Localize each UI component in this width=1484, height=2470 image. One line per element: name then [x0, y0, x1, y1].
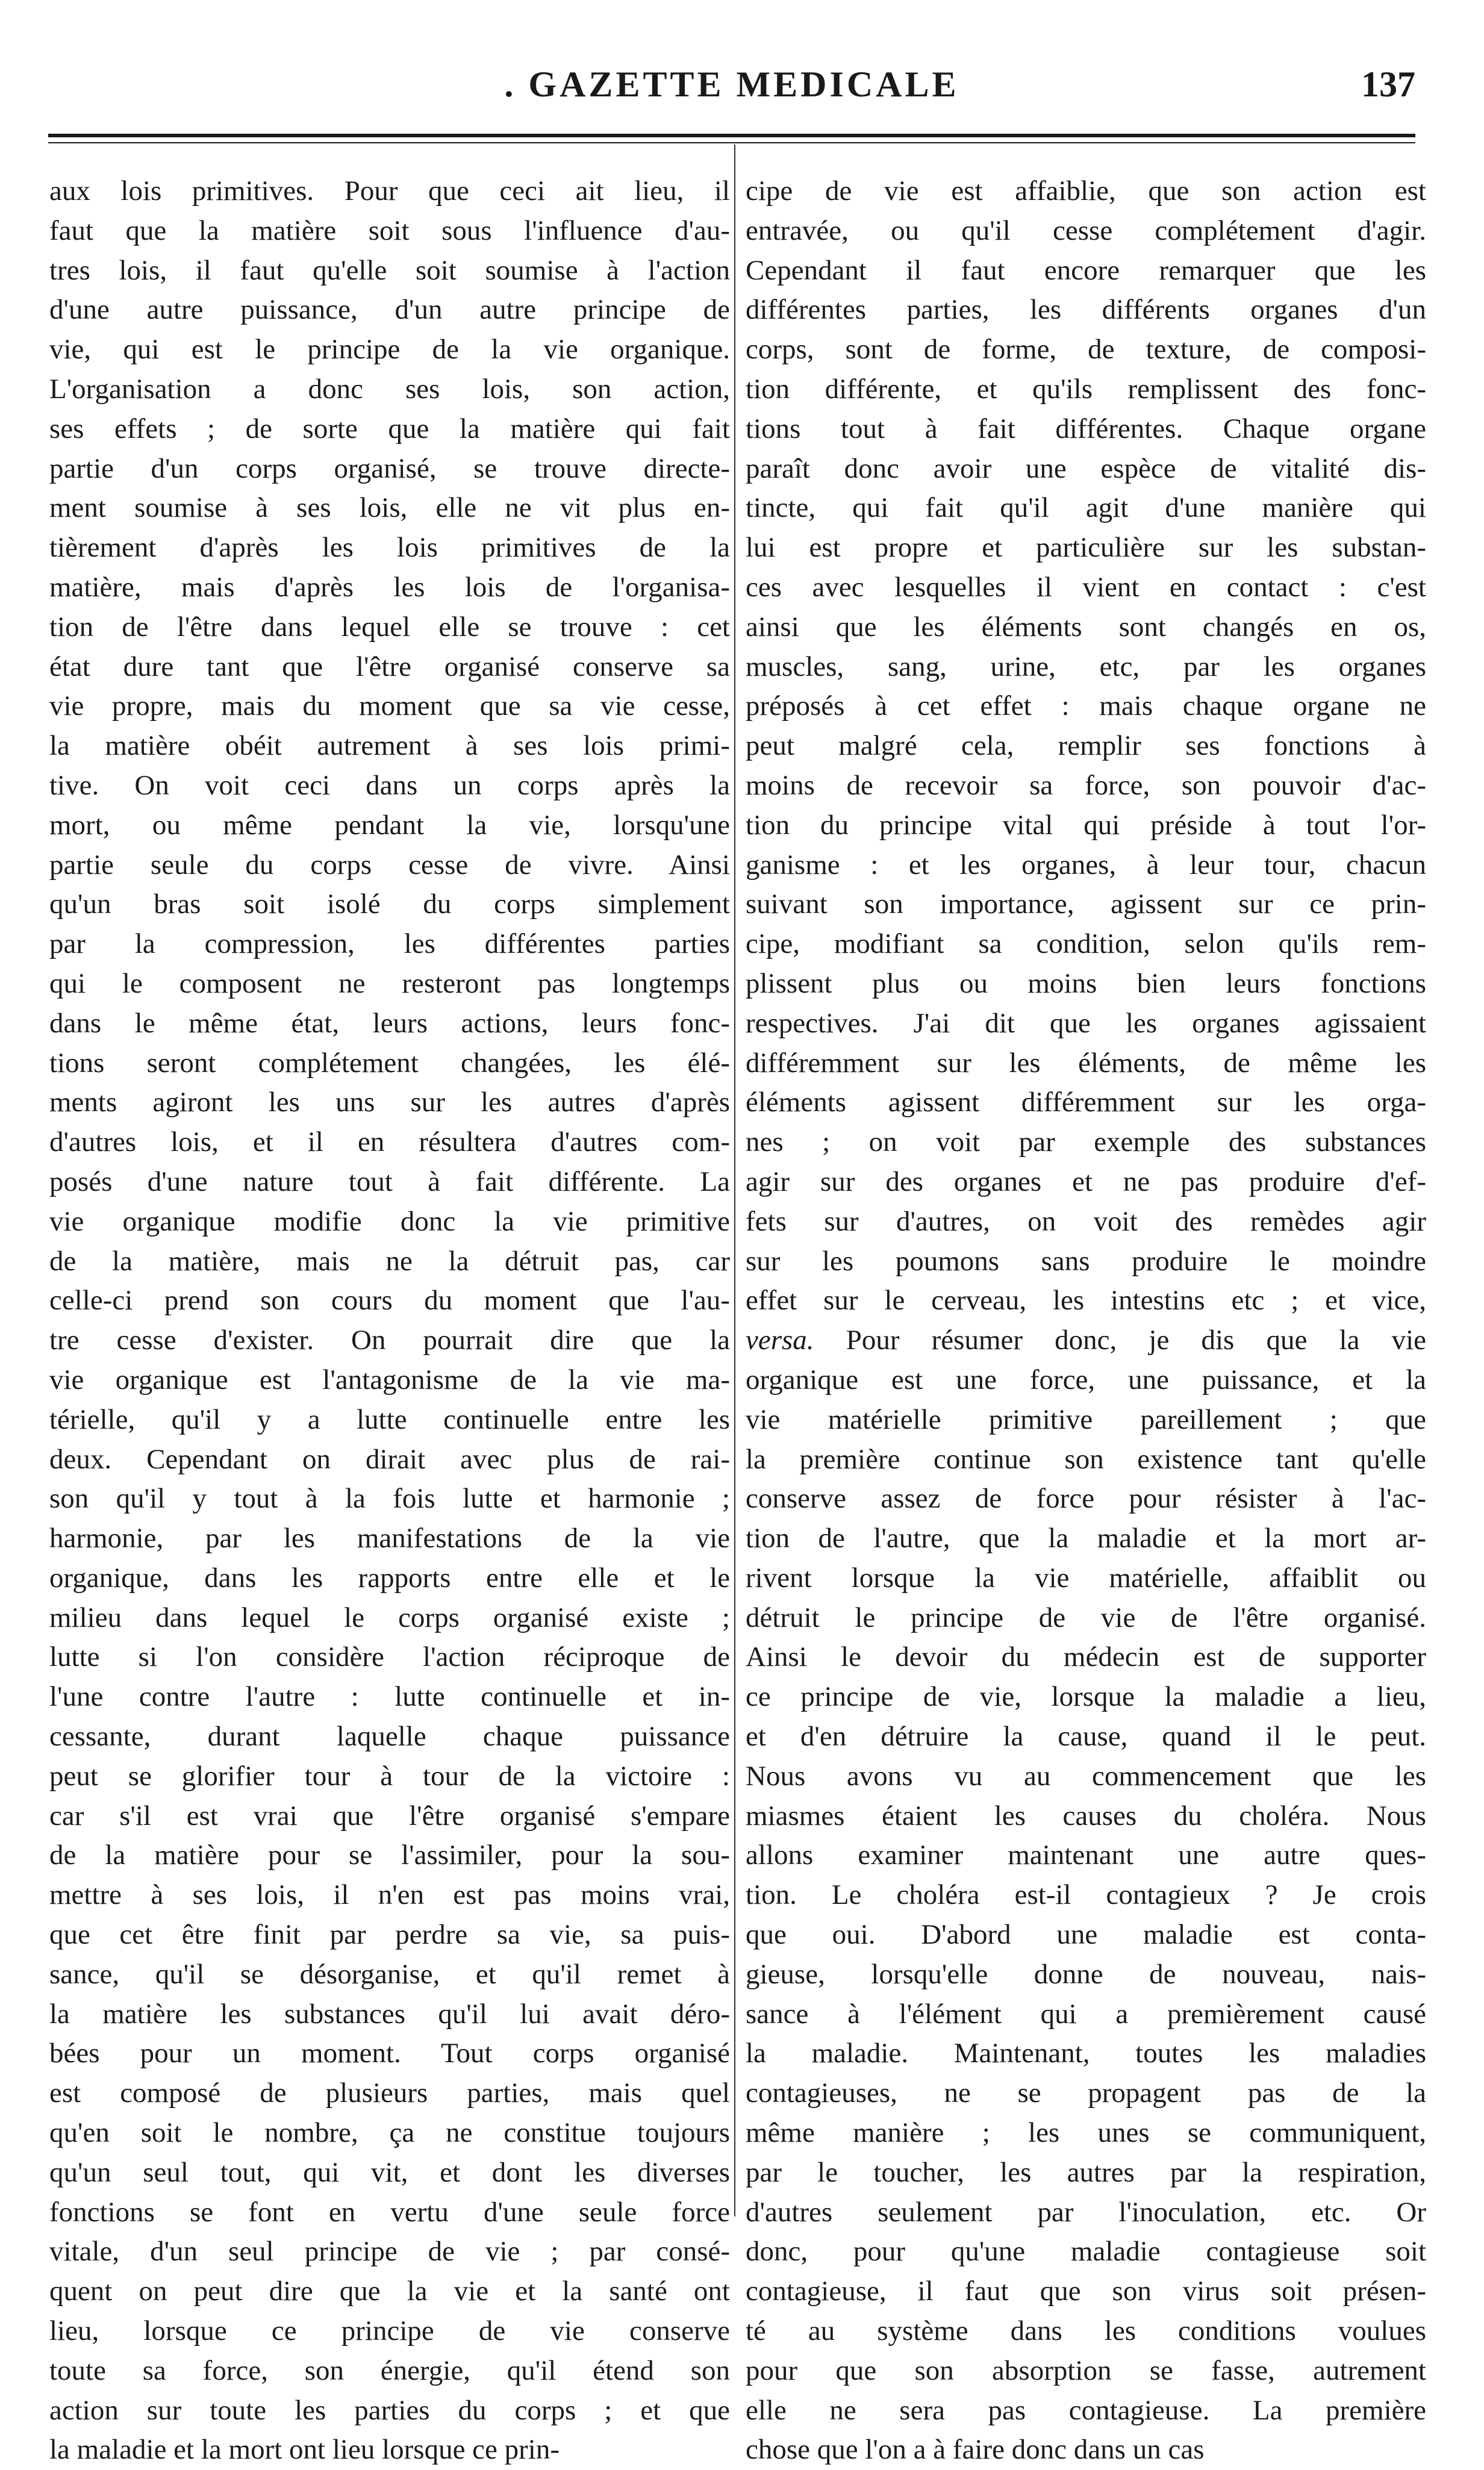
text-line: ments agiront les uns sur les autres d'après	[49, 1087, 730, 1118]
text-line: muscles, sang, urine, etc, par les organes	[746, 650, 1426, 682]
text-line: harmonie, par les manifestations de la vie	[49, 1523, 730, 1555]
text-line: car s'il est vrai que l'être organisé s'empare	[49, 1800, 730, 1832]
text-line: tion différente, et qu'ils remplissent des fonc-	[746, 373, 1426, 405]
header-rule-thin	[48, 142, 1415, 143]
text-line: et d'en détruire la cause, quand il le peut.	[746, 1721, 1426, 1753]
text-line: tres lois, il faut qu'elle soit soumise à l'action	[49, 254, 730, 286]
text-line: fonctions se font en vertu d'une seule force	[49, 2196, 730, 2228]
text-line: fets sur d'autres, on voit des remèdes agir	[746, 1205, 1426, 1237]
text-line: matière, mais d'après les lois de l'organisa-	[49, 571, 730, 603]
text-line: la première continue son existence tant qu'elle	[746, 1443, 1426, 1475]
text-line: ment soumise à ses lois, elle ne vit plus en-	[49, 492, 730, 524]
text-line: état dure tant que l'être organisé conserve sa	[49, 650, 730, 682]
text-line: térielle, qu'il y a lutte continuelle entre les	[49, 1403, 730, 1435]
text-line: tion du principe vital qui préside à tout l'or-	[746, 809, 1426, 841]
text-line: peut se glorifier tour à tour de la victoire :	[49, 1760, 730, 1792]
text-line: que cet être finit par perdre sa vie, sa puis-	[49, 1919, 730, 1951]
text-line: versa. Pour résumer donc, je dis que la vie	[746, 1324, 1426, 1356]
right-column	[746, 172, 1426, 2466]
text-line: qu'un bras soit isolé du corps simplement	[49, 888, 730, 920]
text-line: ainsi que les éléments sont changés en os,	[746, 611, 1426, 643]
text-line: contagieuse, il faut que son virus soit présen-	[746, 2275, 1426, 2307]
text-line: té au système dans les conditions voulues	[746, 2315, 1426, 2347]
text-line: de la matière pour se l'assimiler, pour la sou-	[49, 1839, 730, 1871]
text-line: cipe, modifiant sa condition, selon qu'ils rem-	[746, 928, 1426, 960]
text-line: par le toucher, les autres par la respiration,	[746, 2156, 1426, 2188]
text-line: plissent plus ou moins bien leurs fonctions	[746, 967, 1426, 999]
text-line: vie propre, mais du moment que sa vie cesse,	[49, 690, 730, 722]
text-line: tincte, qui fait qu'il agit d'une manière qui	[746, 492, 1426, 524]
text-line: la matière les substances qu'il lui avait déro-	[49, 1998, 730, 2030]
text-line: corps, sont de forme, de texture, de composi-	[746, 334, 1426, 366]
text-line: tions tout à fait différentes. Chaque organe	[746, 413, 1426, 444]
text-line: cessante, durant laquelle chaque puissance	[49, 1721, 730, 1753]
journal-title: . GAZETTE MEDICALE	[504, 64, 959, 104]
text-line: l'une contre l'autre : lutte continuelle et in-	[49, 1681, 730, 1713]
text-line: cipe de vie est affaiblie, que son action est	[746, 175, 1426, 207]
text-line: deux. Cependant on dirait avec plus de rai-	[49, 1443, 730, 1475]
text-line: par la compression, les différentes parties	[49, 928, 730, 960]
text-line: vie organique est l'antagonisme de la vie ma-	[49, 1364, 730, 1396]
text-line: moins de recevoir sa force, son pouvoir d'ac-	[746, 769, 1426, 801]
text-line: effet sur le cerveau, les intestins etc ; et vice,	[746, 1285, 1426, 1317]
text-line: tièrement d'après les lois primitives de la	[49, 532, 730, 564]
header-rule-thick	[48, 134, 1415, 137]
text-line: vie matérielle primitive pareillement ; que	[746, 1403, 1426, 1435]
text-line: tions seront complétement changées, les élé-	[49, 1047, 730, 1079]
text-line: nes ; on voit par exemple des substances	[746, 1126, 1426, 1158]
text-line: allons examiner maintenant une autre ques-	[746, 1839, 1426, 1871]
text-line: de la matière, mais ne la détruit pas, car	[49, 1245, 730, 1277]
text-line: tre cesse d'exister. On pourrait dire que la	[49, 1324, 730, 1356]
text-line: qui le composent ne resteront pas longtemps	[49, 967, 730, 999]
text-line: son qu'il y tout à la fois lutte et harmonie ;	[49, 1483, 730, 1515]
text-line: la maladie. Maintenant, toutes les maladies	[746, 2038, 1426, 2069]
text-line: entravée, ou qu'il cesse complétement d'agir.	[746, 214, 1426, 246]
left-column	[49, 172, 730, 2466]
text-line: différentes parties, les différents organes d'un	[746, 294, 1426, 326]
text-line: Nous avons vu au commencement que les	[746, 1760, 1426, 1792]
page-header	[48, 64, 1415, 112]
text-line: différemment sur les éléments, de même les	[746, 1047, 1426, 1079]
text-line: peut malgré cela, remplir ses fonctions à	[746, 730, 1426, 762]
text-line: sance, qu'il se désorganise, et qu'il remet à	[49, 1958, 730, 1990]
text-line: toute sa force, son énergie, qu'il étend son	[49, 2354, 730, 2386]
text-line: organique, dans les rapports entre elle et le	[49, 1562, 730, 1594]
text-line: bées pour un moment. Tout corps organisé	[49, 2038, 730, 2069]
text-line: tion de l'autre, que la maladie et la mort ar-	[746, 1523, 1426, 1555]
text-line: pour que son absorption se fasse, autrement	[746, 2354, 1426, 2386]
text-line: qu'en soit le nombre, ça ne constitue toujours	[49, 2117, 730, 2149]
text-line: tive. On voit ceci dans un corps après la	[49, 769, 730, 801]
text-line: lieu, lorsque ce principe de vie conserve	[49, 2315, 730, 2347]
text-line: d'autres seulement par l'inoculation, etc. Or	[746, 2196, 1426, 2228]
text-line: est composé de plusieurs parties, mais quel	[49, 2077, 730, 2109]
text-line: chose que l'on a à faire donc dans un cas	[746, 2434, 1205, 2466]
text-line: lui est propre et particulière sur les substan-	[746, 532, 1426, 564]
text-line: milieu dans lequel le corps organisé existe ;	[49, 1601, 730, 1633]
text-line: action sur toute les parties du corps ; et que	[49, 2394, 730, 2426]
text-line: mort, ou même pendant la vie, lorsqu'une	[49, 809, 730, 841]
text-line: même manière ; les unes se communiquent,	[746, 2117, 1426, 2149]
text-line: qu'un seul tout, qui vit, et dont les diverses	[49, 2156, 730, 2188]
text-line: suivant son importance, agissent sur ce prin-	[746, 888, 1426, 920]
text-line: tion. Le choléra est-il contagieux ? Je crois	[746, 1879, 1426, 1911]
text-line: miasmes étaient les causes du choléra. Nous	[746, 1800, 1426, 1832]
text-line: aux lois primitives. Pour que ceci ait lieu, il	[49, 175, 730, 207]
text-line: ses effets ; de sorte que la matière qui fait	[49, 413, 730, 444]
text-line: préposés à cet effet : mais chaque organe ne	[746, 690, 1426, 722]
text-line: L'organisation a donc ses lois, son action,	[49, 373, 730, 405]
text-line: mettre à ses lois, il n'en est pas moins vrai,	[49, 1879, 730, 1911]
text-line: d'autres lois, et il en résultera d'autres com-	[49, 1126, 730, 1158]
text-line: Ainsi le devoir du médecin est de supporter	[746, 1641, 1426, 1673]
text-line: partie seule du corps cesse de vivre. Ainsi	[49, 849, 730, 881]
text-line: dans le même état, leurs actions, leurs fonc-	[49, 1007, 730, 1039]
text-line: gieuse, lorsqu'elle donne de nouveau, nais-	[746, 1958, 1426, 1990]
text-line: rivent lorsque la vie matérielle, affaiblit ou	[746, 1562, 1426, 1594]
text-line: donc, pour qu'une maladie contagieuse soit	[746, 2236, 1426, 2268]
text-line: lutte si l'on considère l'action réciproque de	[49, 1641, 730, 1673]
text-line: la matière obéit autrement à ses lois primi-	[49, 730, 730, 762]
text-line: organique est une force, une puissance, et la	[746, 1364, 1426, 1396]
text-line: faut que la matière soit sous l'influence d'au-	[49, 214, 730, 246]
text-line: respectives. J'ai dit que les organes agissaient	[746, 1007, 1426, 1039]
text-line: que oui. D'abord une maladie est conta-	[746, 1919, 1426, 1951]
text-line: d'une autre puissance, d'un autre principe de	[49, 294, 730, 326]
text-line: elle ne sera pas contagieuse. La première	[746, 2394, 1426, 2426]
text-line: vitale, d'un seul principe de vie ; par consé-	[49, 2236, 730, 2268]
text-line: éléments agissent différemment sur les orga-	[746, 1087, 1426, 1118]
text-line: tion de l'être dans lequel elle se trouve : cet	[49, 611, 730, 643]
text-line: ganisme : et les organes, à leur tour, chacun	[746, 849, 1426, 881]
text-line: détruit le principe de vie de l'être organisé.	[746, 1601, 1426, 1633]
text-line: ces avec lesquelles il vient en contact : c'est	[746, 571, 1426, 603]
page-number: 137	[1361, 64, 1415, 104]
text-line: ce principe de vie, lorsque la maladie a lieu,	[746, 1681, 1426, 1713]
text-line: agir sur des organes et ne pas produire d'ef-	[746, 1165, 1426, 1197]
text-line: quent on peut dire que la vie et la santé ont	[49, 2275, 730, 2307]
text-line: sance à l'élément qui a premièrement causé	[746, 1998, 1426, 2030]
text-line: paraît donc avoir une espèce de vitalité dis-	[746, 452, 1426, 484]
text-line: vie organique modifie donc la vie primitive	[49, 1205, 730, 1237]
text-line: posés d'une nature tout à fait différente. La	[49, 1165, 730, 1197]
text-line: Cependant il faut encore remarquer que les	[746, 254, 1426, 286]
text-line: vie, qui est le principe de la vie organique.	[49, 334, 730, 366]
text-line: sur les poumons sans produire le moindre	[746, 1245, 1426, 1277]
text-line: contagieuses, ne se propagent pas de la	[746, 2077, 1426, 2109]
text-line: partie d'un corps organisé, se trouve directe-	[49, 452, 730, 484]
text-line: conserve assez de force pour résister à l'ac-	[746, 1483, 1426, 1515]
text-line: celle-ci prend son cours du moment que l'au-	[49, 1285, 730, 1317]
column-separator	[734, 145, 735, 2216]
text-line: la maladie et la mort ont lieu lorsque ce prin-	[49, 2434, 560, 2466]
